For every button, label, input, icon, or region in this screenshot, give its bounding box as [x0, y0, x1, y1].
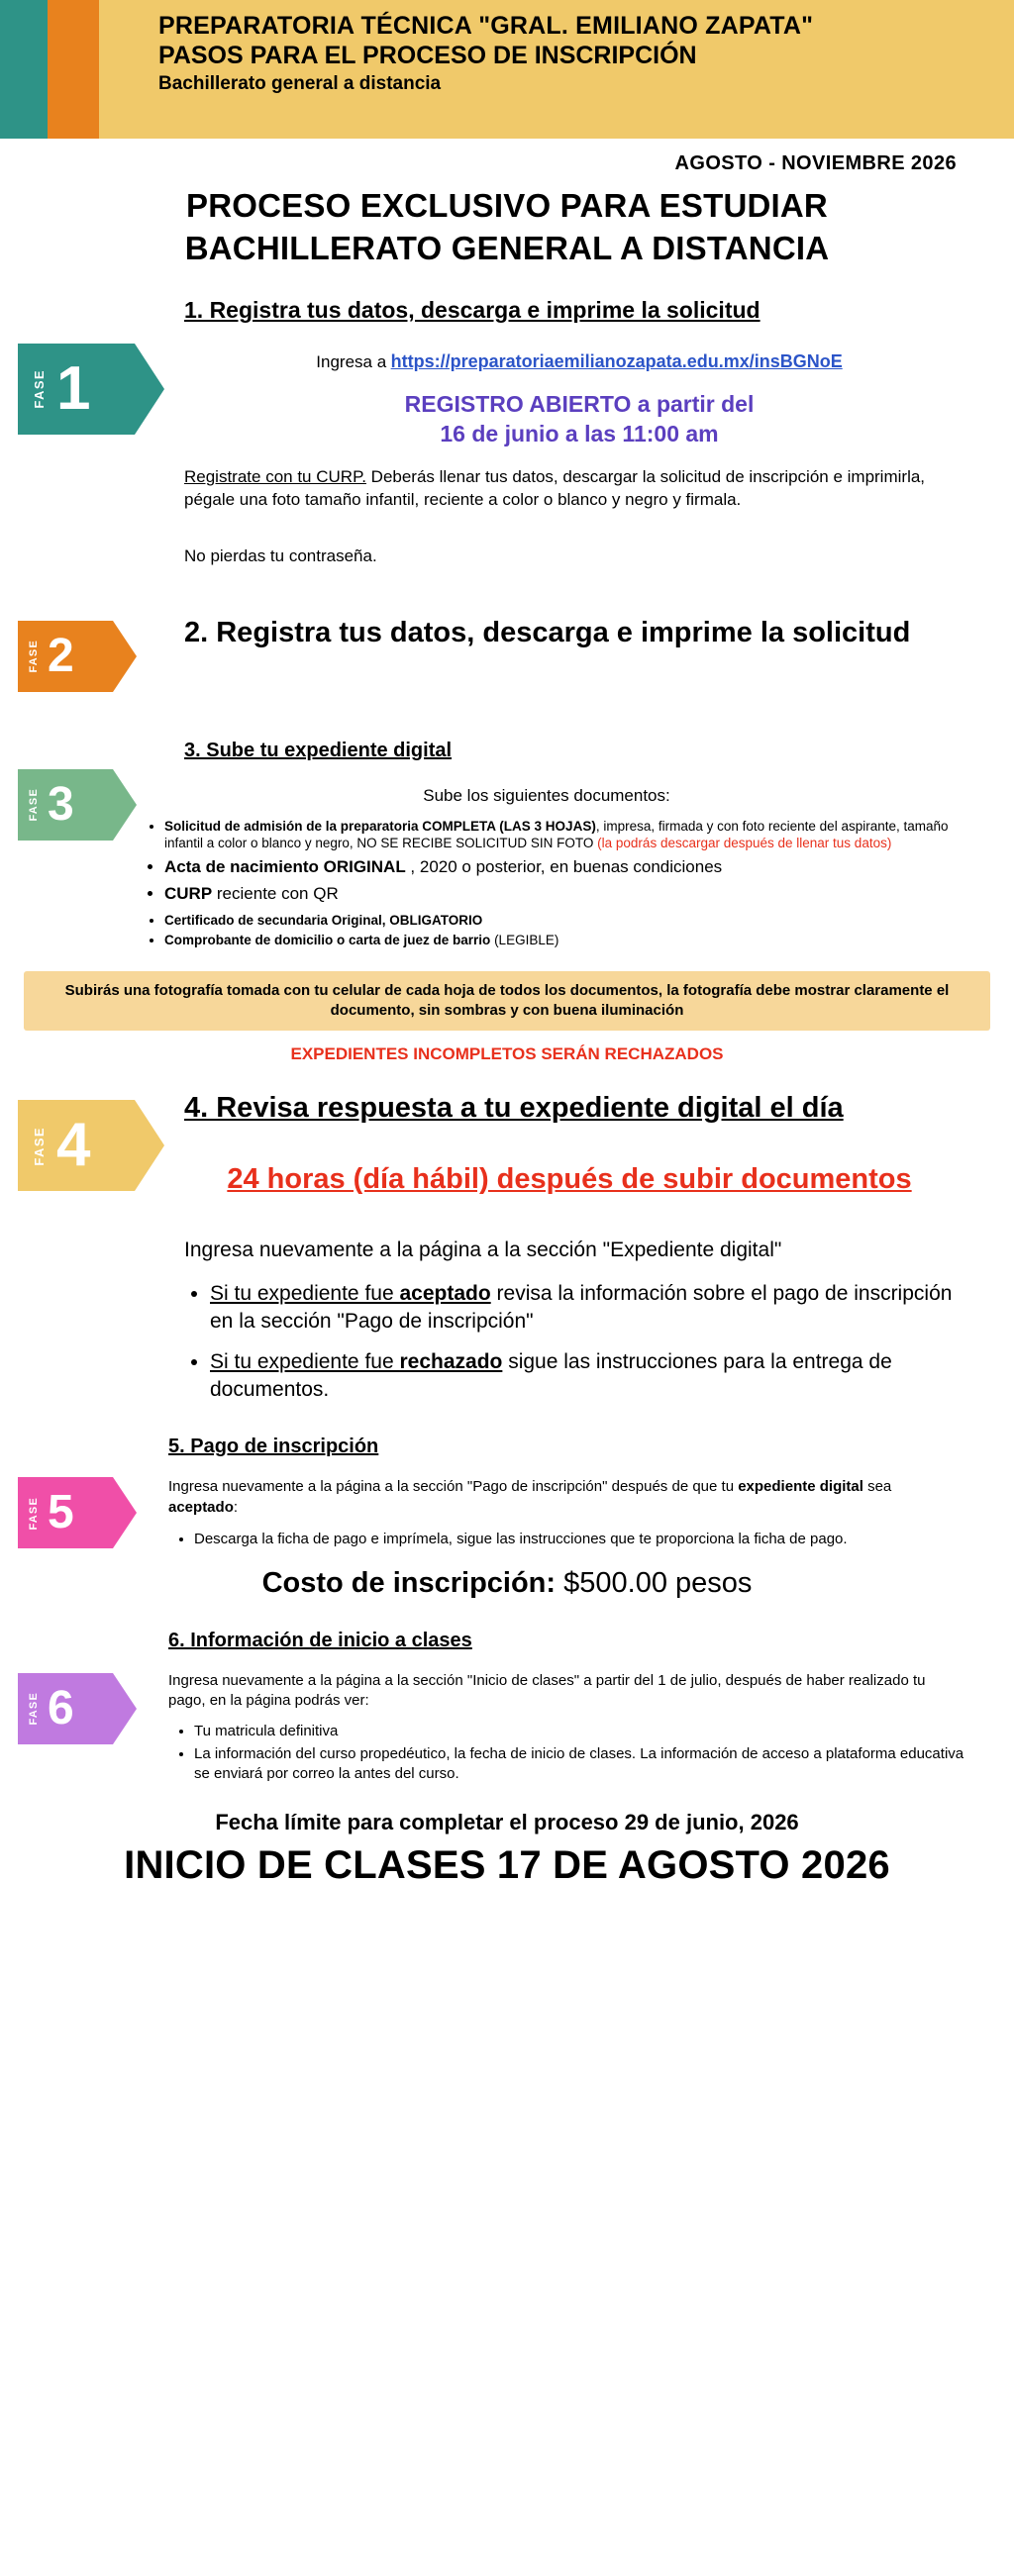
step-3-subheading: Sube los siguientes documentos: — [423, 785, 670, 805]
phase-5-arrow-icon — [113, 1477, 137, 1548]
list-item — [164, 818, 974, 852]
phase-3-arrow-icon — [113, 769, 137, 841]
classes-start: INICIO DE CLASES 17 DE AGOSTO 2026 — [124, 1843, 890, 1888]
step-3-heading: 3. Sube tu expediente digital — [184, 739, 453, 761]
doc-1-normal: , 2020 o posterior, en buenas condiciones — [405, 856, 723, 876]
registration-open-line2: 16 de junio a las 11:00 am — [440, 420, 719, 446]
step4-b0-under: Si tu expediente fue — [210, 1282, 400, 1305]
step-6-bullets — [168, 1722, 964, 1785]
doc-2-normal: reciente con QR — [212, 883, 339, 903]
header-subtitle: PASOS PARA EL PROCESO DE INSCRIPCIÓN — [158, 42, 697, 69]
page-title-line2: BACHILLERATO GENERAL A DISTANCIA — [184, 229, 830, 266]
cost-row — [0, 1567, 1014, 1600]
header-title-band — [99, 0, 1014, 139]
phase-4-label: FASE — [32, 1126, 47, 1166]
step-1-heading: 1. Registra tus datos, descarga e imprime la solicitud — [184, 296, 760, 323]
header-program: Bachillerato general a distancia — [158, 73, 442, 94]
phase-2-label: FASE — [28, 640, 40, 673]
list-item — [164, 883, 974, 906]
phase-1-label: FASE — [32, 369, 47, 409]
cost-label: Costo de inscripción: — [261, 1567, 557, 1600]
phase-1-body — [18, 344, 135, 435]
phase-2-arrow-icon — [113, 621, 137, 692]
step-5-bullets — [168, 1530, 964, 1549]
list-item — [210, 1280, 955, 1337]
registration-open-notice — [184, 390, 974, 449]
cost-value: $500.00 pesos — [563, 1567, 753, 1600]
step-4-intro: Ingresa nuevamente a la página a la sección "Expediente digital" — [184, 1238, 782, 1261]
section-step-5 — [0, 1434, 1014, 1600]
step5-intro-b: expediente digital — [738, 1478, 863, 1496]
step-5-heading: 5. Pago de inscripción — [168, 1436, 379, 1458]
phase-marker-5 — [18, 1477, 137, 1548]
step5-intro-d: aceptado — [168, 1498, 234, 1516]
step4-b0-bold: aceptado — [399, 1282, 491, 1305]
page-title — [40, 185, 974, 270]
process-deadline: Fecha límite para completar el proceso 29 de junio, 2026 — [215, 1810, 799, 1835]
phase-marker-3 — [18, 769, 137, 841]
step-6-intro: Ingresa nuevamente a la página a la sección "Inicio de clases" a partir del 1 de julio, después de haber realizado tu pago, en la página podrás ver: — [168, 1672, 926, 1710]
phase-1-number: 1 — [56, 353, 91, 423]
phase-4-number: 4 — [56, 1111, 91, 1180]
doc-2-bold: CURP — [164, 883, 213, 903]
school-name: PREPARATORIA TÉCNICA "GRAL. EMILIANO ZAPATA" — [158, 12, 814, 40]
phase-6-label: FASE — [28, 1692, 40, 1726]
incomplete-warning: EXPEDIENTES INCOMPLETOS SERÁN RECHAZADOS — [290, 1044, 724, 1064]
step-5-intro — [168, 1477, 964, 1518]
doc-0-normal: , impresa, firmada y con foto reciente del aspirante, tamaño infantil a color o blanco y negro, NO SE RECIBE SOLICITUD SIN FOTO — [164, 818, 949, 851]
section-step-6 — [0, 1628, 1014, 1784]
step-4-deadline-note: 24 horas (día hábil) después de subir documentos — [227, 1162, 912, 1195]
phase-6-arrow-icon — [113, 1673, 137, 1744]
phase-6-number: 6 — [48, 1682, 74, 1735]
phase-2-number: 2 — [48, 629, 74, 682]
phase-2-body — [18, 621, 113, 692]
ingresa-label: Ingresa a — [316, 351, 387, 371]
doc-0-bold: Solicitud de admisión de la preparatoria COMPLETA (LAS 3 HOJAS) — [164, 818, 596, 834]
phase-marker-2 — [18, 621, 137, 692]
step-1-instructions — [184, 466, 974, 512]
section-step-1 — [0, 296, 1014, 593]
step-4-heading: 4. Revisa respuesta a tu expediente digital el día — [184, 1092, 844, 1125]
phase-marker-6 — [18, 1673, 137, 1744]
step-4-bullets — [184, 1280, 955, 1404]
step5-intro-a: Ingresa nuevamente a la página a la sección "Pago de inscripción" después de que tu — [168, 1478, 739, 1496]
phase-3-body — [18, 769, 113, 841]
list-item — [210, 1348, 955, 1405]
step5-intro-e: : — [233, 1498, 239, 1516]
phase-6-body — [18, 1673, 113, 1744]
doc-0-red: (la podrás descargar después de llenar tus datos) — [597, 836, 892, 851]
password-note: No pierdas tu contraseña. — [184, 546, 377, 566]
curp-instruction-rest: Deberás llenar tus datos, descargar la solicitud de inscripción e imprimirla, pégale una foto tamaño infantil, reciente a color o blanco y negro y firmala. — [184, 467, 926, 510]
phase-4-arrow-icon — [135, 1100, 164, 1191]
phase-3-label: FASE — [28, 788, 40, 822]
phase-1-arrow-icon — [135, 344, 164, 435]
list-item: • Tu matricula definitiva — [194, 1722, 964, 1741]
phase-5-label: FASE — [28, 1496, 40, 1531]
step4-b1-under: Si tu expediente fue — [210, 1349, 400, 1373]
curp-instruction-underlined: Registrate con tu CURP. — [184, 467, 366, 487]
step4-b0-rest: revisa la información sobre el pago de inscripción en la sección "Pago de inscripción" — [210, 1282, 953, 1334]
document-list — [139, 818, 974, 949]
phase-5-number: 5 — [48, 1486, 74, 1539]
doc-4-normal: (LEGIBLE) — [490, 933, 559, 948]
period-label: AGOSTO - NOVIEMBRE 2026 — [674, 152, 957, 174]
list-item: • Descarga la ficha de pago e imprímela, sigue las instrucciones que te proporciona la ficha de pago. — [194, 1530, 964, 1549]
page-title-line1: PROCESO EXCLUSIVO PARA ESTUDIAR — [186, 187, 828, 224]
registration-open-line1: REGISTRO ABIERTO a partir del — [404, 390, 755, 417]
phase-4-body — [18, 1100, 135, 1191]
page-header — [0, 0, 1014, 139]
registration-link[interactable]: https://preparatoriaemilianozapata.edu.mx/insBGNoE — [390, 350, 843, 371]
step-6-heading: 6. Información de inicio a clases — [168, 1630, 472, 1652]
section-step-4 — [0, 1090, 1014, 1404]
list-item — [164, 856, 974, 879]
step4-b1-bold: rechazado — [399, 1349, 503, 1373]
step-2-heading: 2. Registra tus datos, descarga e imprime la solicitud — [184, 616, 911, 648]
photo-upload-note: Subirás una fotografía tomada con tu celular de cada hoja de todos los documentos, la fotografía debe mostrar claramente el documento, sin sombras y con buena iluminación — [24, 971, 990, 1032]
list-item: • La información del curso propedéutico, la fecha de inicio de clases. La información de acceso a plataforma educativa se enviará por correo la antes del curso. — [194, 1744, 964, 1785]
doc-4-bold: Comprobante de domicilio o carta de juez de barrio — [164, 933, 491, 948]
list-item — [164, 912, 974, 930]
doc-3-bold: Certificado de secundaria Original, OBLIGATORIO — [164, 912, 483, 928]
step-1-link-row — [184, 351, 974, 374]
section-step-2 — [0, 615, 1014, 714]
phase-marker-1 — [18, 344, 164, 435]
doc-1-bold: Acta de nacimiento ORIGINAL — [164, 856, 406, 876]
phase-marker-4 — [18, 1100, 164, 1191]
phase-5-body — [18, 1477, 113, 1548]
list-item — [164, 932, 974, 949]
step5-intro-c: sea — [862, 1478, 892, 1496]
phase-3-number: 3 — [48, 777, 74, 831]
step4-b1-rest: sigue las instrucciones para la entrega de documentos. — [210, 1349, 892, 1402]
section-step-3 — [0, 738, 1014, 1065]
